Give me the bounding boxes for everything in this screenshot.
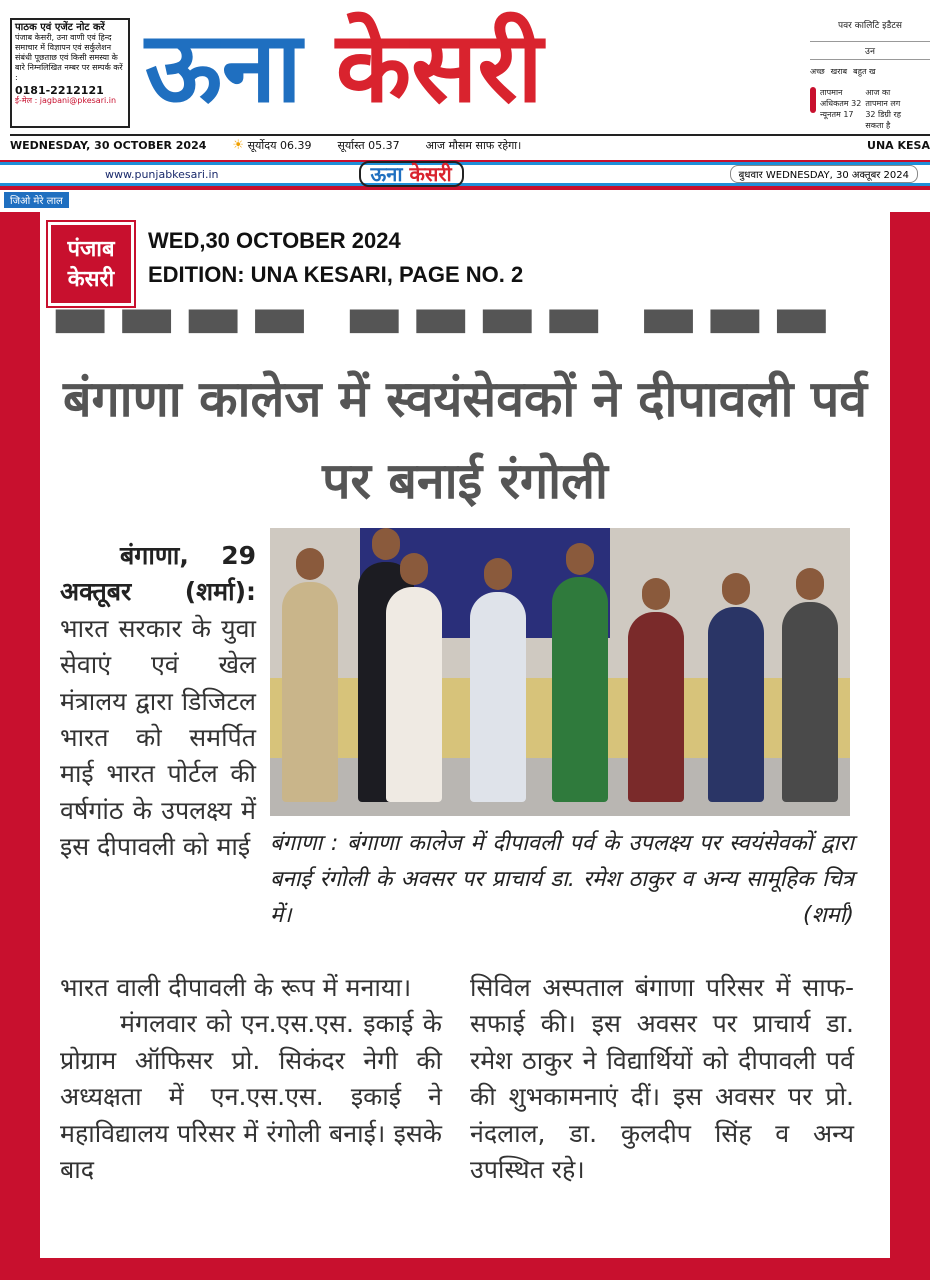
article-body-2: भारत वाली दीपावली के रूप में मनाया। — [60, 973, 412, 1002]
photo-person — [708, 607, 764, 802]
thermometer-icon — [810, 87, 816, 113]
notice-phone: 0181-2212121 — [15, 84, 104, 97]
temp-min: न्यूनतम 17 — [820, 110, 854, 119]
temp-label: तापमान — [820, 88, 843, 97]
weather-box — [810, 18, 930, 128]
caption-credit: (शर्मा) — [803, 903, 854, 928]
legend-very-bad: बहुत ख — [853, 67, 876, 76]
sunrise — [232, 138, 311, 153]
cut-off-title — [40, 298, 890, 334]
strip-date: बुधवार WEDNESDAY, 30 अक्तूबर 2024 — [730, 165, 918, 183]
sunset — [337, 138, 399, 153]
logo-part-kesari: केसरी — [335, 11, 543, 125]
cut-off-headline-strip — [0, 190, 930, 212]
clip-edition: EDITION: UNA KESARI, PAGE NO. 2 — [148, 262, 524, 287]
sunrise-label: सूर्योदय — [247, 138, 277, 152]
article-column-1 — [60, 538, 256, 866]
news-clipping — [40, 212, 890, 1258]
caption-text: बंगाणा : बंगाणा कालेज में दीपावली पर्व के उपलक्ष्य पर स्वयंसेवकों द्वारा बनाई रंगोली के अवसर पर प्राचार्य डा. रमेश ठाकुर व अन्य सामूहिक चित्र में। — [270, 831, 854, 928]
weather-city: उन — [810, 41, 930, 60]
photo-person — [282, 582, 338, 802]
photo-person — [470, 592, 526, 802]
masthead-dateline — [10, 134, 930, 154]
sunrise-time: 06.39 — [279, 138, 312, 152]
strip-logo-una: ऊना — [370, 162, 403, 186]
reader-notice-box — [10, 18, 130, 128]
sunset-label: सूर्यास्त — [337, 138, 365, 152]
sunset-time: 05.37 — [368, 138, 400, 152]
strip-logo-kesari: केसरी — [409, 162, 452, 186]
photo-person — [552, 577, 608, 802]
temp-max: अधिकतम 32 — [820, 99, 862, 108]
photo-caption — [270, 826, 854, 934]
weather-today: आज मौसम साफ रहेगा। — [425, 138, 522, 152]
group-photo — [270, 528, 850, 816]
article-body-3: मंगलवार को एन.एस.एस. इकाई के प्रोग्राम ऑफिसर प्रो. सिकंदर नेगी की अध्यक्षता में एन.एस.एस. इकाई ने महाविद्यालय परिसर में रंगोली बनाई। इसके बाद — [60, 1009, 442, 1185]
newspaper-logo — [145, 8, 543, 128]
stamp-line-2: केसरी — [67, 267, 115, 292]
inner-page-strip — [0, 162, 930, 186]
logo-part-una: ऊना — [145, 11, 302, 125]
clip-date: WED,30 OCTOBER 2024 — [148, 228, 401, 253]
weather-legend — [810, 66, 930, 77]
article-body-1: भारत सरकार के युवा सेवाएं एवं खेल मंत्रालय द्वारा डिजिटल भारत को समर्पित माई भारत पोर्टल की वर्षगांठ के उपलक्ष्य में इस दीपावली को माई — [60, 613, 256, 862]
photo-person — [782, 602, 838, 802]
weather-title: पवर कालिटि इडैटस — [838, 21, 902, 31]
legend-good: अच्छ — [810, 67, 825, 76]
article-column-1-lower — [60, 970, 442, 1188]
stamp-line-1: पंजाब — [67, 237, 115, 262]
strip-tag: जिओ मेरे लाल — [4, 192, 69, 208]
notice-title: पाठक एवं एजेंट नोट करें — [15, 22, 105, 33]
edition-name-right: UNA KESA — [867, 138, 930, 152]
article-dateline: बंगाणा, 29 अक्तूबर (शर्मा): — [60, 541, 256, 607]
legend-bad: खराब — [830, 67, 848, 76]
notice-body: पंजाब केसरी, उना वाणी एवं हिन्द समाचार में विज्ञापन एवं सर्कुलेशन संबंधी पूछताछ एवं किसी समस्या के बारे निम्नलिखित नम्बर पर सम्पर्क करें : — [15, 33, 123, 82]
weather-temperature — [810, 87, 930, 131]
weather-note: आज का तापमान लग 32 डिग्री रह सकता है — [865, 88, 902, 130]
strip-logo — [359, 161, 464, 187]
notice-email: ई-मेल : jagbani@pkesari.in — [15, 96, 117, 105]
photo-person — [628, 612, 684, 802]
website-url: www.punjabkesari.in — [105, 167, 219, 181]
masthead — [0, 0, 930, 160]
article-headline: बंगाणा कालेज में स्वयंसेवकों ने दीपावली पर्व पर बनाई रंगोली — [62, 370, 868, 510]
article-column-2 — [470, 970, 854, 1188]
masthead-date: WEDNESDAY, 30 OCTOBER 2024 — [10, 138, 207, 152]
article-body-4: सिविल अस्पताल बंगाणा परिसर में साफ-सफाई की। इस अवसर पर प्राचार्य डा. रमेश ठाकुर ने विद्यार्थियों को दीपावली पर्व की शुभकामनाएं दीं। इस अवसर पर प्रो. नंदलाल, डा. कुलदीप सिंह व अन्य उपस्थित रहे। — [470, 973, 854, 1185]
punjab-kesari-stamp — [48, 222, 134, 306]
sun-icon: ☀ — [232, 137, 245, 153]
photo-person — [386, 587, 442, 802]
